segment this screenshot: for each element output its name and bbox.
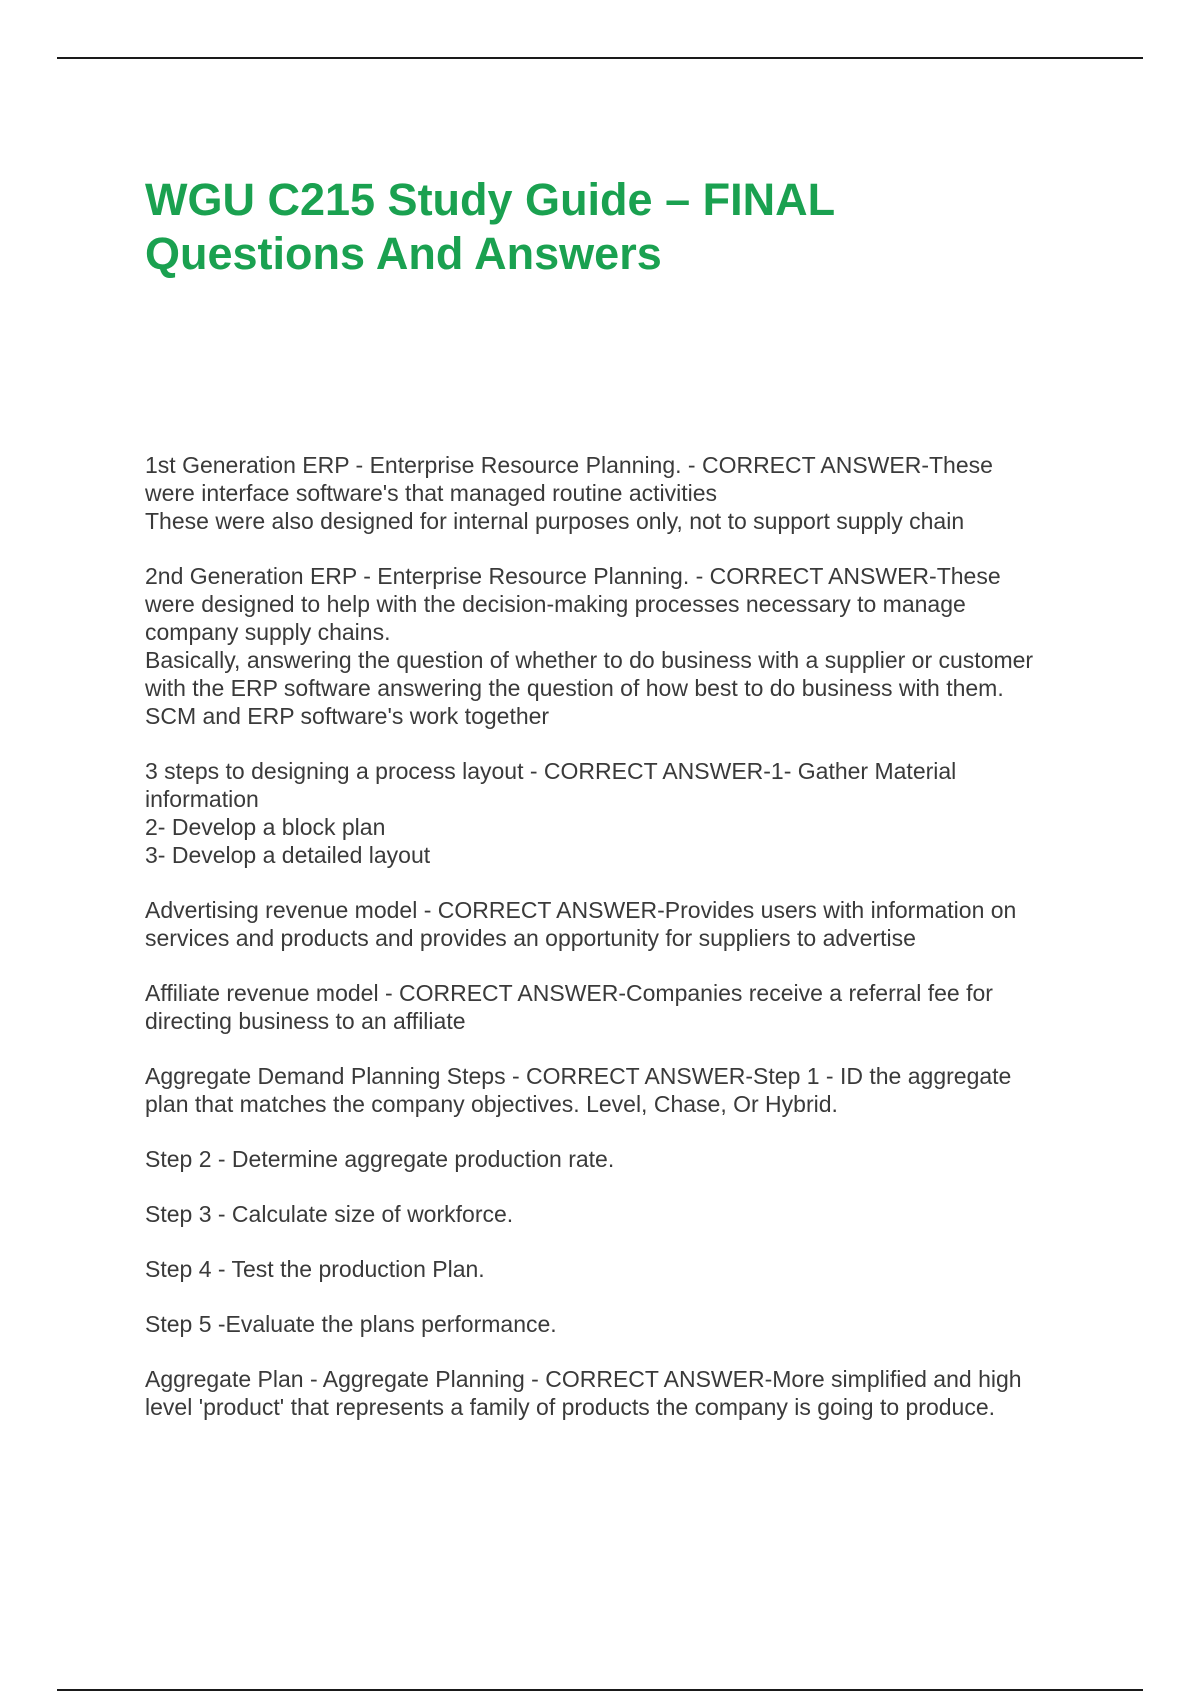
qa-entry-line: were interface software's that managed routine activities xyxy=(145,480,718,506)
qa-entry xyxy=(145,757,1105,869)
qa-entry xyxy=(145,1255,1105,1283)
qa-entry-line: 2nd Generation ERP - Enterprise Resource Planning. - CORRECT ANSWER-These xyxy=(145,563,1001,589)
qa-entry xyxy=(145,1365,1105,1421)
qa-entry-line: services and products and provides an opportunity for suppliers to advertise xyxy=(145,925,916,951)
qa-entry-line: 3- Develop a detailed layout xyxy=(145,842,431,868)
qa-entry-line: Step 3 - Calculate size of workforce. xyxy=(145,1201,514,1227)
qa-entry xyxy=(145,1200,1105,1228)
document-title-line-1: WGU C215 Study Guide – FINAL xyxy=(145,174,836,225)
qa-entry-line: These were also designed for internal purposes only, not to support supply chain xyxy=(145,508,965,534)
qa-entry-line: SCM and ERP software's work together xyxy=(145,703,550,729)
qa-entry xyxy=(145,1145,1105,1173)
qa-entry xyxy=(145,562,1105,730)
qa-entry-line: Affiliate revenue model - CORRECT ANSWER-Companies receive a referral fee for xyxy=(145,980,993,1006)
document-title-line-2: Questions And Answers xyxy=(145,228,662,279)
qa-entry-line: Step 5 -Evaluate the plans performance. xyxy=(145,1311,557,1337)
qa-entry-line: information xyxy=(145,786,259,812)
qa-entry-line: 3 steps to designing a process layout - CORRECT ANSWER-1- Gather Material xyxy=(145,758,957,784)
qa-entry xyxy=(145,1310,1105,1338)
qa-entry-line: company supply chains. xyxy=(145,619,391,645)
bottom-rule xyxy=(57,1689,1143,1691)
qa-entry-line: level 'product' that represents a family of products the company is going to produce. xyxy=(145,1394,996,1420)
qa-entry-line: directing business to an affiliate xyxy=(145,1008,466,1034)
qa-entry-line: 2- Develop a block plan xyxy=(145,814,386,840)
qa-entry-line: Aggregate Plan - Aggregate Planning - CORRECT ANSWER-More simplified and high xyxy=(145,1366,1022,1392)
qa-entry xyxy=(145,979,1105,1035)
top-rule xyxy=(57,57,1143,59)
qa-entry-line: Step 2 - Determine aggregate production rate. xyxy=(145,1146,615,1172)
qa-entry-line: 1st Generation ERP - Enterprise Resource Planning. - CORRECT ANSWER-These xyxy=(145,452,993,478)
qa-entry-line: with the ERP software answering the question of how best to do business with them. xyxy=(145,675,1004,701)
qa-entry-line: plan that matches the company objectives. Level, Chase, Or Hybrid. xyxy=(145,1091,838,1117)
qa-entry-line: were designed to help with the decision-making processes necessary to manage xyxy=(145,591,966,617)
document-title xyxy=(145,173,1125,281)
qa-entry-line: Aggregate Demand Planning Steps - CORRECT ANSWER-Step 1 - ID the aggregate xyxy=(145,1063,1012,1089)
qa-entry xyxy=(145,896,1105,952)
qa-entry-line: Advertising revenue model - CORRECT ANSWER-Provides users with information on xyxy=(145,897,1017,923)
qa-list xyxy=(145,451,1105,1448)
qa-entry xyxy=(145,451,1105,535)
qa-entry-line: Step 4 - Test the production Plan. xyxy=(145,1256,485,1282)
qa-entry-line: Basically, answering the question of whether to do business with a supplier or customer xyxy=(145,647,1034,673)
qa-entry xyxy=(145,1062,1105,1118)
